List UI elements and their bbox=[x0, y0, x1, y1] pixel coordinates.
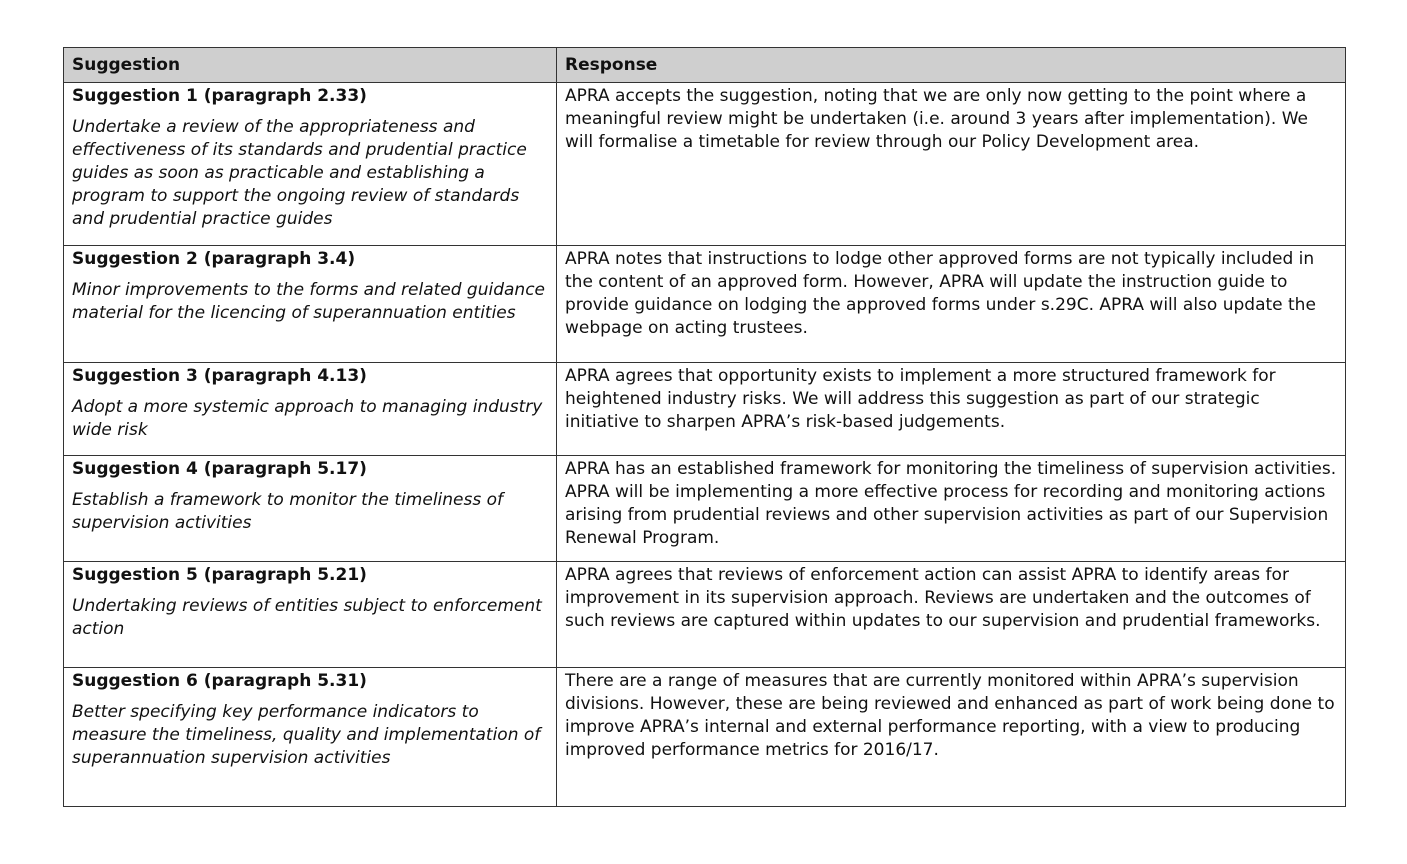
table-row bbox=[64, 668, 1346, 807]
suggestion-title: Suggestion 5 (paragraph 5.21) bbox=[72, 565, 367, 585]
response-cell bbox=[557, 668, 1346, 807]
suggestion-title: Suggestion 3 (paragraph 4.13) bbox=[72, 366, 367, 386]
suggestion-cell bbox=[64, 83, 557, 246]
response-cell bbox=[557, 363, 1346, 456]
table-row bbox=[64, 456, 1346, 562]
suggestion-description: Undertaking reviews of entities subject to enforcement action bbox=[72, 596, 542, 639]
response-text: APRA notes that instructions to lodge other approved forms are not typically included in the content of an approved form. However, APRA will update the instruction guide to provide guidance on lodging the approved forms under s.29C. APRA will also update the webpage on acting trustees. bbox=[565, 249, 1316, 338]
response-text: APRA agrees that reviews of enforcement action can assist APRA to identify areas for improvement in its supervision approach. Reviews are undertaken and the outcomes of such reviews are captured within updates to our supervision and prudential frameworks. bbox=[565, 565, 1321, 631]
suggestion-cell bbox=[64, 246, 557, 363]
suggestion-description: Establish a framework to monitor the timeliness of supervision activities bbox=[72, 490, 504, 533]
response-cell bbox=[557, 83, 1346, 246]
response-text: There are a range of measures that are currently monitored within APRA’s supervision divisions. However, these are being reviewed and enhanced as part of work being done to improve APRA’s internal and external performance reporting, with a view to producing improved performance metrics for 2016/17. bbox=[565, 671, 1335, 760]
suggestion-description: Better specifying key performance indicators to measure the timeliness, quality and implementation of superannuation supervision activities bbox=[72, 702, 541, 768]
suggestion-title: Suggestion 2 (paragraph 3.4) bbox=[72, 249, 356, 269]
response-text: APRA has an established framework for monitoring the timeliness of supervision activities. APRA will be implementing a more effective process for recording and monitoring actions arising from prudential reviews and other supervision activities as part of our Supervision Renewal Program. bbox=[565, 459, 1337, 548]
response-cell bbox=[557, 562, 1346, 668]
response-text: APRA accepts the suggestion, noting that we are only now getting to the point where a meaningful review might be undertaken (i.e. around 3 years after implementation). We will formalise a timetable for review through our Policy Development area. bbox=[565, 86, 1308, 152]
suggestion-description: Adopt a more systemic approach to managing industry wide risk bbox=[72, 397, 543, 440]
suggestion-cell bbox=[64, 562, 557, 668]
suggestion-title: Suggestion 4 (paragraph 5.17) bbox=[72, 459, 367, 479]
suggestion-cell bbox=[64, 456, 557, 562]
suggestion-description: Undertake a review of the appropriateness and effectiveness of its standards and prudential practice guides as soon as practicable and establishing a program to support the ongoing review of standards and prudential practice guides bbox=[72, 117, 527, 229]
header-suggestion: Suggestion bbox=[64, 48, 557, 83]
suggestion-cell bbox=[64, 363, 557, 456]
table-header-row bbox=[64, 48, 1346, 83]
suggestion-title: Suggestion 1 (paragraph 2.33) bbox=[72, 86, 367, 106]
response-text: APRA agrees that opportunity exists to implement a more structured framework for heightened industry risks. We will address this suggestion as part of our strategic initiative to sharpen APRA’s risk-based judgements. bbox=[565, 366, 1276, 432]
suggestion-title: Suggestion 6 (paragraph 5.31) bbox=[72, 671, 367, 691]
table-row bbox=[64, 363, 1346, 456]
suggestion-cell bbox=[64, 668, 557, 807]
table-row bbox=[64, 562, 1346, 668]
response-cell bbox=[557, 456, 1346, 562]
table-row bbox=[64, 83, 1346, 246]
suggestions-table bbox=[63, 47, 1346, 807]
table-row bbox=[64, 246, 1346, 363]
response-cell bbox=[557, 246, 1346, 363]
suggestion-description: Minor improvements to the forms and related guidance material for the licencing of superannuation entities bbox=[72, 280, 546, 323]
header-response: Response bbox=[557, 48, 1346, 83]
